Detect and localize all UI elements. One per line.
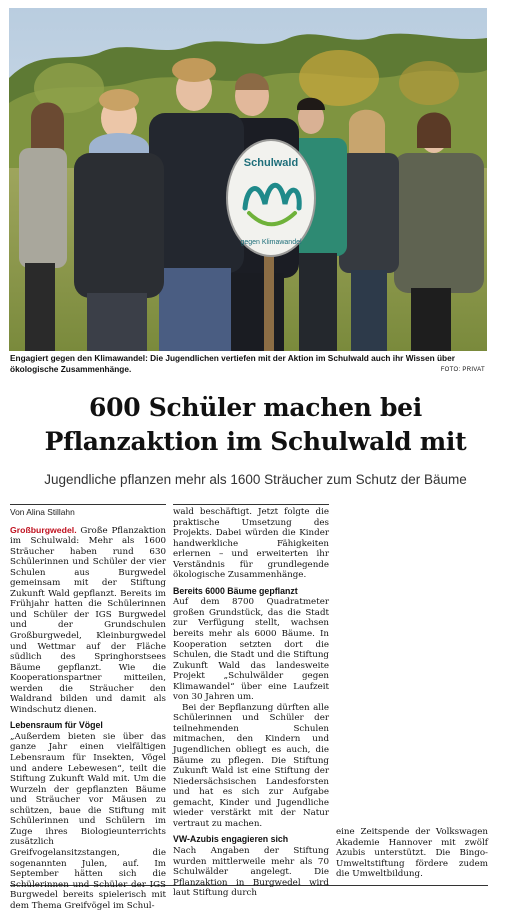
photo-credit: FOTO: PRIVAT	[440, 367, 485, 373]
sign-text-top: Schulwald	[243, 157, 299, 169]
subheadline: Jugendliche pflanzen mehr als 1600 Sträucher zum Schutz der Bäume	[44, 472, 467, 487]
headline-line-1: 600 Schüler machen bei	[89, 393, 422, 422]
group-photo	[9, 8, 487, 351]
headline-line-2: Pflanzaktion im Schulwald mit	[44, 427, 467, 456]
photo-caption: Engagiert gegen den Klimawandel: Die Jugendlichen vertiefen mit der Aktion im Schulwald auch ihr Wissen über ökologische Zusammenhänge.	[10, 353, 455, 374]
sign-post	[264, 248, 274, 351]
article-column-3	[336, 827, 488, 885]
dateline: Großburgwedel.	[10, 524, 77, 535]
paragraph-5-continued: eine Zeitspende der Volkswagen Akademie Hannover mit zwölf Azubis unterstützt. Die Bingo-Umweltstiftung fördere zudem die Umweltbildung.	[336, 827, 488, 880]
subheading-2: Bereits 6000 Bäume gepflanzt	[173, 585, 298, 596]
column-rule-1	[10, 504, 166, 505]
paragraph-5: Nach Angaben der Stiftung wurden mittlerweile mehr als 70 Schulwälder angelegt. Die Pflanzaktion in Burgwedel wird laut Stiftung durch	[173, 845, 329, 899]
schulwald-sign	[227, 140, 315, 256]
column-rule-2	[173, 504, 329, 505]
paragraph-4: Bei der Bepflanzung dürften alle Schülerinnen und Schüler der teilnehmenden Schulen mitmachen, den Kindern und Jugendlichen obliegt es auch, die Bäume zu pflegen. Die Stiftung Zukunft Wald ist eine Stiftung der Niedersächsischen Landesforsten und hat es sich zur Aufgabe gemacht, Kinder und Jugendliche wieder verstärkt mit der Natur vertraut zu machen.	[173, 702, 329, 829]
paragraph-3: Auf dem 8700 Quadratmeter großen Grundstück, das die Stadt zur Verfügung stellt, wachsen bereits mehr als 6000 Bäume. In Kooperation setzten dort die Schulen, die Stadt und die Stiftung Zukunft Wald das landesweite Projekt „Schulwälder gegen Klimawandel“ über eine Laufzeit von 30 Jahren um.	[173, 597, 329, 703]
article-column-1	[10, 507, 166, 911]
article-column-2	[173, 507, 329, 899]
paragraph-2-continued: wald beschäftigt. Jetzt folgte die praktische Umsetzung des Projekts. Dabei würden die Kinder handwerkliche Fähigkeiten erlernen – und erweiterten ihr Verständnis für grundlegende ökologische Zusammenhänge.	[173, 507, 329, 581]
paragraph-2: „Außerdem bieten sie über das ganze Jahr einen vielfältigen Lebensraum für Insekten, Vögel und andere Lebewesen“, teilt die Stiftung Zukunft Wald mit. Um die Wurzeln der gepflanzten Bäume und Sträucher vor Mäusen zu schützen, baue die Stiftung mit Schülerinnen und Schülern im Zuge ihres Biologieunterrichts zusätzlich Greifvogelansitzstangen, die sogenannten Julen, auf. Im September hätten sich die Schülerinnen und Schüler der IGS Burgwedel bereits spielerisch mit dem Thema Greifvögel im Schul-	[10, 731, 166, 911]
byline: Von Alina Stillahn	[10, 507, 75, 517]
subheading-3: VW-Azubis engagieren sich	[173, 834, 289, 845]
subheading-1: Lebensraum für Vögel	[10, 720, 103, 731]
sign-text-bottom: gegen Klimawandel	[240, 239, 302, 246]
paragraph-1: Großburgwedel. Große Pflanzaktion im Schulwald: Mehr als 1600 Sträucher haben rund 630 Schülerinnen und Schüler der vier Schulen aus Burgwedel gemeinsam mit der Stiftung Zukunft Wald gepflanzt. Bereits im Frühjahr hatten die Schülerinnen und Schüler der IGS Burgwedel und der Grundschulen Großburgwedel, Kleinburgwedel und Wettmar auf der Fläche südlich des Springhorstsees Bäume gepflanzt. Wie die Kooperationspartner mitteilen, werden die Sträucher den Waldrand bilden und damit als Windschutz dienen.	[10, 524, 166, 715]
